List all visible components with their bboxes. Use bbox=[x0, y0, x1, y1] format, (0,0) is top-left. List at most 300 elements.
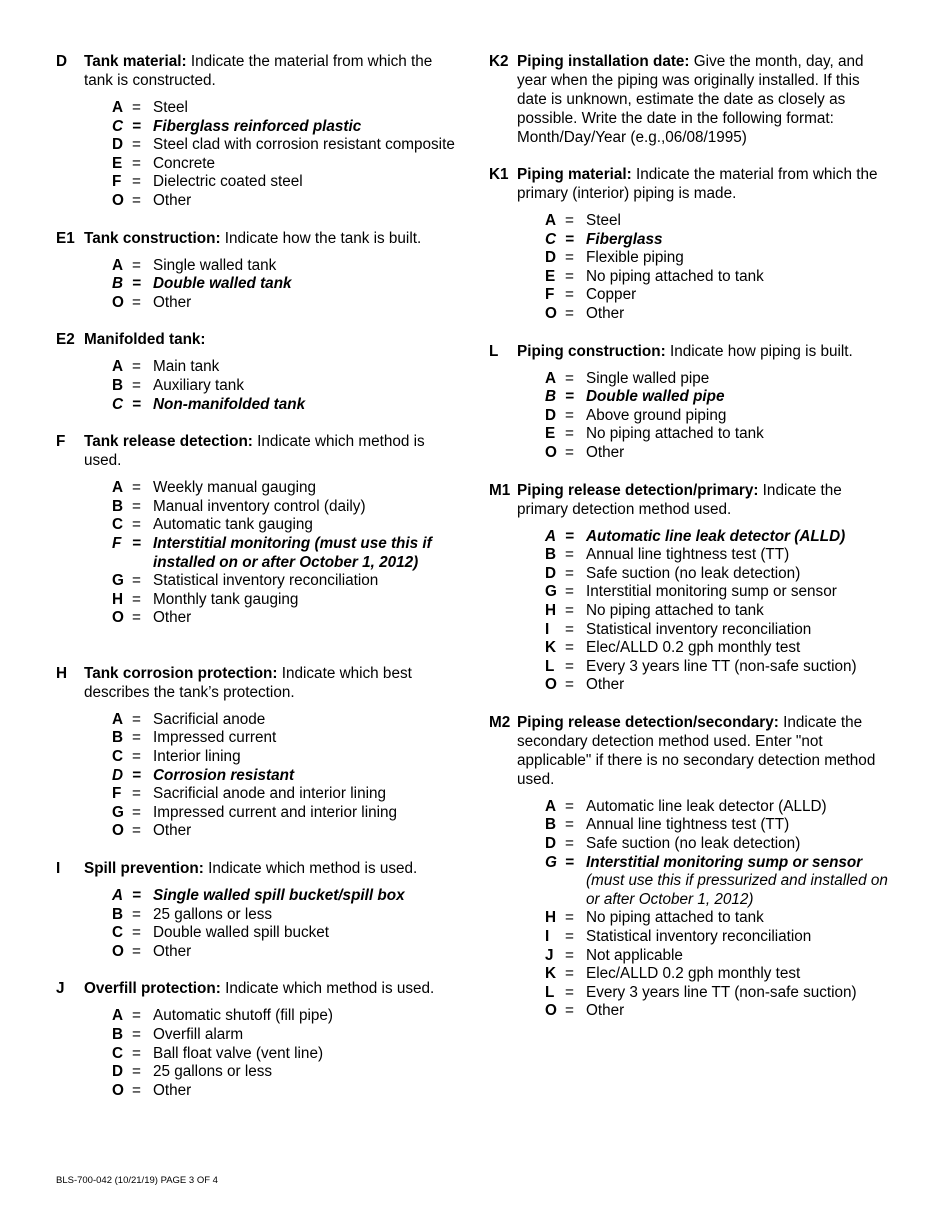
option-label: Impressed current bbox=[153, 729, 277, 747]
field-desc-text: Indicate how the tank is built. bbox=[220, 229, 422, 247]
section-gap bbox=[56, 211, 456, 229]
option-label: Sacrificial anode and interior lining bbox=[153, 785, 386, 803]
field-code: E1 bbox=[56, 229, 75, 247]
option-text bbox=[586, 370, 889, 389]
option-equals: = bbox=[565, 816, 574, 834]
option-key: A bbox=[545, 369, 557, 387]
option-text bbox=[586, 984, 889, 1003]
option-item bbox=[545, 231, 889, 250]
option-key: A bbox=[545, 797, 557, 815]
option-label: Weekly manual gauging bbox=[153, 479, 316, 497]
field-header bbox=[56, 664, 456, 702]
option-text bbox=[153, 535, 456, 572]
option-equals: = bbox=[565, 853, 574, 871]
option-equals: = bbox=[132, 942, 141, 960]
option-item bbox=[112, 275, 456, 294]
option-label: Monthly tank gauging bbox=[153, 590, 299, 608]
option-list bbox=[545, 212, 889, 324]
option-item bbox=[112, 173, 456, 192]
option-item bbox=[112, 711, 456, 730]
option-label: Other bbox=[586, 676, 625, 694]
option-label: Single walled pipe bbox=[586, 369, 710, 387]
field-header bbox=[56, 52, 456, 90]
section-gap bbox=[56, 841, 456, 859]
option-text bbox=[153, 294, 456, 313]
option-equals: = bbox=[132, 729, 141, 747]
option-label: Ball float valve (vent line) bbox=[153, 1044, 324, 1062]
option-text bbox=[586, 425, 889, 444]
option-key: B bbox=[545, 388, 557, 406]
option-text bbox=[153, 1026, 456, 1045]
field-header bbox=[56, 330, 456, 349]
option-text bbox=[153, 906, 456, 925]
option-label: Steel bbox=[586, 212, 621, 229]
option-text bbox=[153, 591, 456, 610]
field-description bbox=[84, 664, 456, 702]
field-header bbox=[489, 342, 889, 361]
option-label: Interstitial monitoring (must use this if installed on or after October 1, 2012) bbox=[153, 534, 432, 571]
option-text bbox=[153, 99, 456, 118]
option-key: D bbox=[545, 564, 557, 582]
option-list bbox=[112, 887, 456, 961]
field-description bbox=[517, 481, 889, 519]
option-item bbox=[545, 407, 889, 426]
option-text bbox=[586, 658, 889, 677]
field-section bbox=[56, 52, 456, 211]
option-key: O bbox=[545, 1002, 557, 1020]
option-equals: = bbox=[132, 822, 141, 840]
option-key: D bbox=[112, 766, 124, 784]
option-text bbox=[153, 748, 456, 767]
option-key: O bbox=[112, 609, 124, 627]
option-text bbox=[586, 528, 889, 547]
option-key: C bbox=[112, 516, 124, 534]
option-key: A bbox=[545, 527, 557, 545]
option-key: B bbox=[545, 816, 557, 834]
field-desc-text: Indicate the material from which the primary (interior) piping is made. bbox=[517, 166, 878, 202]
option-text bbox=[586, 231, 889, 250]
option-label: Elec/ALLD 0.2 gph monthly test bbox=[586, 639, 801, 657]
option-label: Steel bbox=[153, 99, 188, 116]
option-label: Elec/ALLD 0.2 gph monthly test bbox=[586, 965, 801, 983]
option-text bbox=[153, 767, 456, 786]
field-section bbox=[56, 330, 456, 414]
option-key: B bbox=[112, 1026, 124, 1043]
option-text bbox=[153, 118, 456, 137]
option-item bbox=[545, 1002, 889, 1021]
field-title: Tank material: bbox=[84, 53, 187, 70]
option-label: 25 gallons or less bbox=[153, 905, 273, 923]
option-key: C bbox=[112, 748, 124, 766]
option-list bbox=[112, 99, 456, 211]
option-equals: = bbox=[565, 546, 574, 564]
option-item bbox=[545, 565, 889, 584]
option-item bbox=[545, 676, 889, 695]
option-key: O bbox=[545, 443, 557, 461]
option-text bbox=[586, 798, 889, 817]
option-item bbox=[112, 804, 456, 823]
option-list bbox=[112, 711, 456, 841]
option-item bbox=[545, 854, 889, 910]
option-label: Other bbox=[153, 942, 192, 960]
option-list bbox=[545, 528, 889, 695]
option-equals: = bbox=[565, 676, 574, 694]
option-list bbox=[112, 479, 456, 628]
option-label: Impressed current and interior lining bbox=[153, 803, 398, 821]
option-item bbox=[112, 396, 456, 415]
option-key: D bbox=[545, 406, 557, 424]
option-equals: = bbox=[132, 803, 141, 821]
field-title: Piping installation date: bbox=[517, 53, 690, 70]
field-code: L bbox=[489, 342, 499, 360]
option-equals: = bbox=[132, 358, 141, 376]
option-text bbox=[153, 711, 456, 730]
option-text bbox=[153, 785, 456, 804]
option-equals: = bbox=[132, 395, 141, 413]
option-key: G bbox=[545, 853, 557, 871]
option-key: K bbox=[545, 639, 557, 657]
option-key: H bbox=[545, 909, 557, 927]
option-item bbox=[545, 546, 889, 565]
option-item bbox=[112, 943, 456, 962]
section-gap bbox=[56, 646, 456, 664]
option-key: O bbox=[112, 1081, 124, 1099]
field-header bbox=[489, 481, 889, 519]
option-equals: = bbox=[132, 191, 141, 209]
option-key: A bbox=[545, 212, 557, 229]
field-title: Tank release detection: bbox=[84, 433, 253, 451]
option-key: C bbox=[112, 395, 124, 413]
option-text bbox=[153, 479, 456, 498]
option-label: Safe suction (no leak detection) bbox=[586, 835, 801, 853]
option-key: B bbox=[112, 497, 124, 515]
option-label: Other bbox=[153, 609, 192, 627]
option-item bbox=[112, 377, 456, 396]
option-equals: = bbox=[565, 527, 574, 545]
option-equals: = bbox=[565, 443, 574, 461]
option-text bbox=[153, 1063, 456, 1082]
option-label: Interior lining bbox=[153, 748, 241, 766]
option-equals: = bbox=[132, 710, 141, 728]
field-section bbox=[489, 342, 889, 463]
option-equals: = bbox=[132, 136, 141, 154]
option-key: I bbox=[545, 620, 550, 638]
option-key: J bbox=[545, 946, 554, 964]
option-label: Manual inventory control (daily) bbox=[153, 497, 366, 515]
field-code: K2 bbox=[489, 53, 509, 70]
option-equals: = bbox=[132, 173, 141, 191]
field-header bbox=[489, 165, 889, 203]
option-label: Non-manifolded tank bbox=[153, 395, 306, 413]
option-item bbox=[112, 1007, 456, 1026]
field-code: K1 bbox=[489, 166, 509, 183]
option-key: H bbox=[112, 590, 124, 608]
option-text bbox=[153, 396, 456, 415]
option-label: Not applicable bbox=[586, 946, 683, 964]
option-item bbox=[545, 816, 889, 835]
option-equals: = bbox=[565, 388, 574, 406]
option-item bbox=[112, 822, 456, 841]
option-label: Overfill alarm bbox=[153, 1026, 244, 1043]
field-title: Spill prevention: bbox=[84, 860, 204, 878]
field-section bbox=[489, 165, 889, 324]
option-key: O bbox=[112, 822, 124, 840]
option-key: G bbox=[545, 583, 557, 601]
option-equals: = bbox=[565, 983, 574, 1001]
right-column bbox=[489, 52, 889, 1021]
option-key: D bbox=[112, 136, 124, 154]
section-gap bbox=[56, 628, 456, 646]
option-item bbox=[112, 785, 456, 804]
option-equals: = bbox=[565, 601, 574, 619]
option-key: K bbox=[545, 965, 557, 983]
option-key: H bbox=[545, 601, 557, 619]
field-title: Tank construction: bbox=[84, 229, 221, 247]
option-item bbox=[545, 268, 889, 287]
option-label: No piping attached to tank bbox=[586, 601, 764, 619]
option-item bbox=[545, 583, 889, 602]
field-description bbox=[84, 330, 456, 349]
option-label: Fiberglass bbox=[586, 230, 663, 248]
option-item bbox=[112, 924, 456, 943]
option-item bbox=[112, 118, 456, 137]
field-code: M1 bbox=[489, 481, 511, 499]
option-text bbox=[153, 943, 456, 962]
option-text bbox=[153, 275, 456, 294]
option-text bbox=[153, 804, 456, 823]
field-code: I bbox=[56, 860, 61, 878]
option-label: Auxiliary tank bbox=[153, 376, 244, 394]
option-item bbox=[545, 658, 889, 677]
option-item bbox=[112, 479, 456, 498]
option-label: Every 3 years line TT (non-safe suction) bbox=[586, 983, 857, 1001]
option-equals: = bbox=[565, 304, 574, 322]
field-title: Tank corrosion protection: bbox=[84, 664, 278, 682]
option-text bbox=[586, 816, 889, 835]
option-label: Main tank bbox=[153, 358, 220, 376]
option-equals: = bbox=[132, 1026, 141, 1043]
option-equals: = bbox=[565, 928, 574, 946]
option-equals: = bbox=[132, 497, 141, 515]
option-label: Automatic line leak detector (ALLD) bbox=[586, 527, 846, 545]
option-label: Other bbox=[153, 293, 192, 311]
field-section bbox=[56, 859, 456, 961]
option-text bbox=[586, 305, 889, 324]
option-text bbox=[153, 729, 456, 748]
field-description bbox=[517, 165, 889, 203]
option-text bbox=[153, 572, 456, 591]
option-text bbox=[586, 249, 889, 268]
field-title: Piping release detection/secondary: bbox=[517, 713, 779, 731]
option-equals: = bbox=[565, 909, 574, 927]
option-key: O bbox=[112, 191, 124, 209]
option-equals: = bbox=[132, 590, 141, 608]
option-text bbox=[586, 639, 889, 658]
option-text bbox=[586, 621, 889, 640]
option-key: A bbox=[112, 710, 124, 728]
option-item bbox=[112, 729, 456, 748]
option-item bbox=[545, 388, 889, 407]
option-item bbox=[545, 835, 889, 854]
option-key: D bbox=[545, 249, 557, 267]
option-label: Other bbox=[586, 304, 625, 322]
option-item bbox=[112, 358, 456, 377]
option-label: Copper bbox=[586, 286, 637, 304]
option-equals: = bbox=[132, 293, 141, 311]
option-text bbox=[586, 388, 889, 407]
section-gap bbox=[489, 695, 889, 713]
option-equals: = bbox=[132, 516, 141, 534]
option-text bbox=[153, 498, 456, 517]
option-key: B bbox=[112, 729, 124, 747]
option-label: Double walled spill bucket bbox=[153, 924, 330, 942]
option-text bbox=[586, 854, 889, 910]
option-text bbox=[153, 136, 456, 155]
option-key: O bbox=[545, 676, 557, 694]
option-label: No piping attached to tank bbox=[586, 909, 764, 927]
field-section bbox=[56, 664, 456, 841]
option-text bbox=[153, 192, 456, 211]
option-label: Dielectric coated steel bbox=[153, 173, 303, 191]
option-equals: = bbox=[132, 1044, 141, 1062]
field-header bbox=[489, 713, 889, 789]
option-item bbox=[112, 572, 456, 591]
option-item bbox=[112, 257, 456, 276]
option-key: A bbox=[112, 887, 124, 905]
option-equals: = bbox=[132, 905, 141, 923]
option-equals: = bbox=[132, 572, 141, 590]
field-desc-text: Indicate which method is used. bbox=[220, 980, 435, 998]
option-label: Single walled spill bucket/spill box bbox=[153, 887, 405, 905]
option-label: Other bbox=[153, 1081, 192, 1099]
option-text bbox=[586, 965, 889, 984]
option-item bbox=[545, 621, 889, 640]
field-desc-text: Indicate the primary detection method used. bbox=[517, 481, 842, 518]
option-label: Safe suction (no leak detection) bbox=[586, 564, 801, 582]
option-key: I bbox=[545, 928, 550, 946]
option-equals: = bbox=[565, 406, 574, 424]
option-text bbox=[153, 173, 456, 192]
field-description bbox=[84, 229, 456, 248]
option-item bbox=[545, 305, 889, 324]
field-desc-text: Indicate which method is used. bbox=[84, 433, 425, 470]
option-text bbox=[153, 924, 456, 943]
option-item bbox=[112, 767, 456, 786]
option-key: C bbox=[112, 1044, 124, 1062]
option-label: Annual line tightness test (TT) bbox=[586, 546, 790, 564]
field-description bbox=[84, 859, 456, 878]
option-key: O bbox=[112, 293, 124, 311]
field-header bbox=[56, 979, 456, 998]
option-equals: = bbox=[565, 564, 574, 582]
option-key: L bbox=[545, 657, 555, 675]
field-header bbox=[489, 52, 889, 147]
option-label: Statistical inventory reconciliation bbox=[586, 928, 812, 946]
field-description bbox=[84, 979, 456, 998]
option-label: Single walled tank bbox=[153, 256, 277, 274]
field-title: Piping release detection/primary: bbox=[517, 481, 759, 499]
field-code: H bbox=[56, 664, 68, 682]
option-equals: = bbox=[132, 154, 141, 172]
field-description bbox=[517, 342, 889, 361]
option-key: C bbox=[112, 117, 124, 135]
option-list bbox=[112, 1007, 456, 1100]
option-item bbox=[112, 192, 456, 211]
option-text bbox=[586, 602, 889, 621]
option-label: Automatic tank gauging bbox=[153, 516, 313, 534]
option-label: Steel clad with corrosion resistant composite bbox=[153, 136, 455, 154]
option-key: F bbox=[112, 785, 122, 803]
option-equals: = bbox=[565, 657, 574, 675]
option-equals: = bbox=[132, 748, 141, 766]
option-key: A bbox=[112, 256, 124, 274]
option-text bbox=[153, 1045, 456, 1064]
option-equals: = bbox=[132, 609, 141, 627]
field-code: D bbox=[56, 53, 68, 70]
option-key: A bbox=[112, 99, 124, 116]
option-item bbox=[112, 498, 456, 517]
section-gap bbox=[489, 147, 889, 165]
option-key: D bbox=[112, 1063, 124, 1081]
option-key: A bbox=[112, 358, 124, 376]
option-key: C bbox=[112, 924, 124, 942]
option-list bbox=[112, 257, 456, 313]
option-item bbox=[112, 748, 456, 767]
option-equals: = bbox=[132, 534, 141, 552]
field-description bbox=[517, 52, 889, 147]
option-item bbox=[545, 212, 889, 231]
option-text bbox=[586, 835, 889, 854]
option-text bbox=[153, 155, 456, 174]
option-equals: = bbox=[132, 479, 141, 497]
option-key: F bbox=[112, 173, 122, 191]
option-item bbox=[545, 639, 889, 658]
section-gap bbox=[489, 463, 889, 481]
option-item bbox=[545, 370, 889, 389]
option-item bbox=[545, 249, 889, 268]
option-key: E bbox=[112, 154, 123, 172]
option-label: Fiberglass reinforced plastic bbox=[153, 117, 362, 135]
field-title: Manifolded tank: bbox=[84, 331, 206, 349]
option-label: Above ground piping bbox=[586, 406, 727, 424]
option-label: Automatic line leak detector (ALLD) bbox=[586, 797, 827, 815]
option-equals: = bbox=[565, 797, 574, 815]
option-key: B bbox=[112, 376, 124, 394]
field-desc-text: Indicate the material from which the tank is constructed. bbox=[84, 53, 433, 89]
option-key: L bbox=[545, 983, 555, 1001]
option-text bbox=[586, 565, 889, 584]
option-equals: = bbox=[565, 946, 574, 964]
option-label: 25 gallons or less bbox=[153, 1063, 273, 1081]
option-text bbox=[153, 1082, 456, 1101]
field-section bbox=[56, 229, 456, 313]
option-label: Annual line tightness test (TT) bbox=[586, 816, 790, 834]
option-text bbox=[153, 257, 456, 276]
option-key: F bbox=[545, 286, 555, 304]
option-list bbox=[112, 358, 456, 414]
option-label: Statistical inventory reconciliation bbox=[586, 620, 812, 638]
option-label: Flexible piping bbox=[586, 249, 684, 267]
option-text bbox=[153, 609, 456, 628]
option-item bbox=[112, 99, 456, 118]
option-text bbox=[153, 377, 456, 396]
field-title: Piping material: bbox=[517, 166, 632, 183]
option-equals: = bbox=[132, 99, 141, 116]
option-equals: = bbox=[132, 256, 141, 274]
option-label: Sacrificial anode bbox=[153, 710, 266, 728]
option-key: C bbox=[545, 230, 557, 248]
option-text bbox=[153, 887, 456, 906]
